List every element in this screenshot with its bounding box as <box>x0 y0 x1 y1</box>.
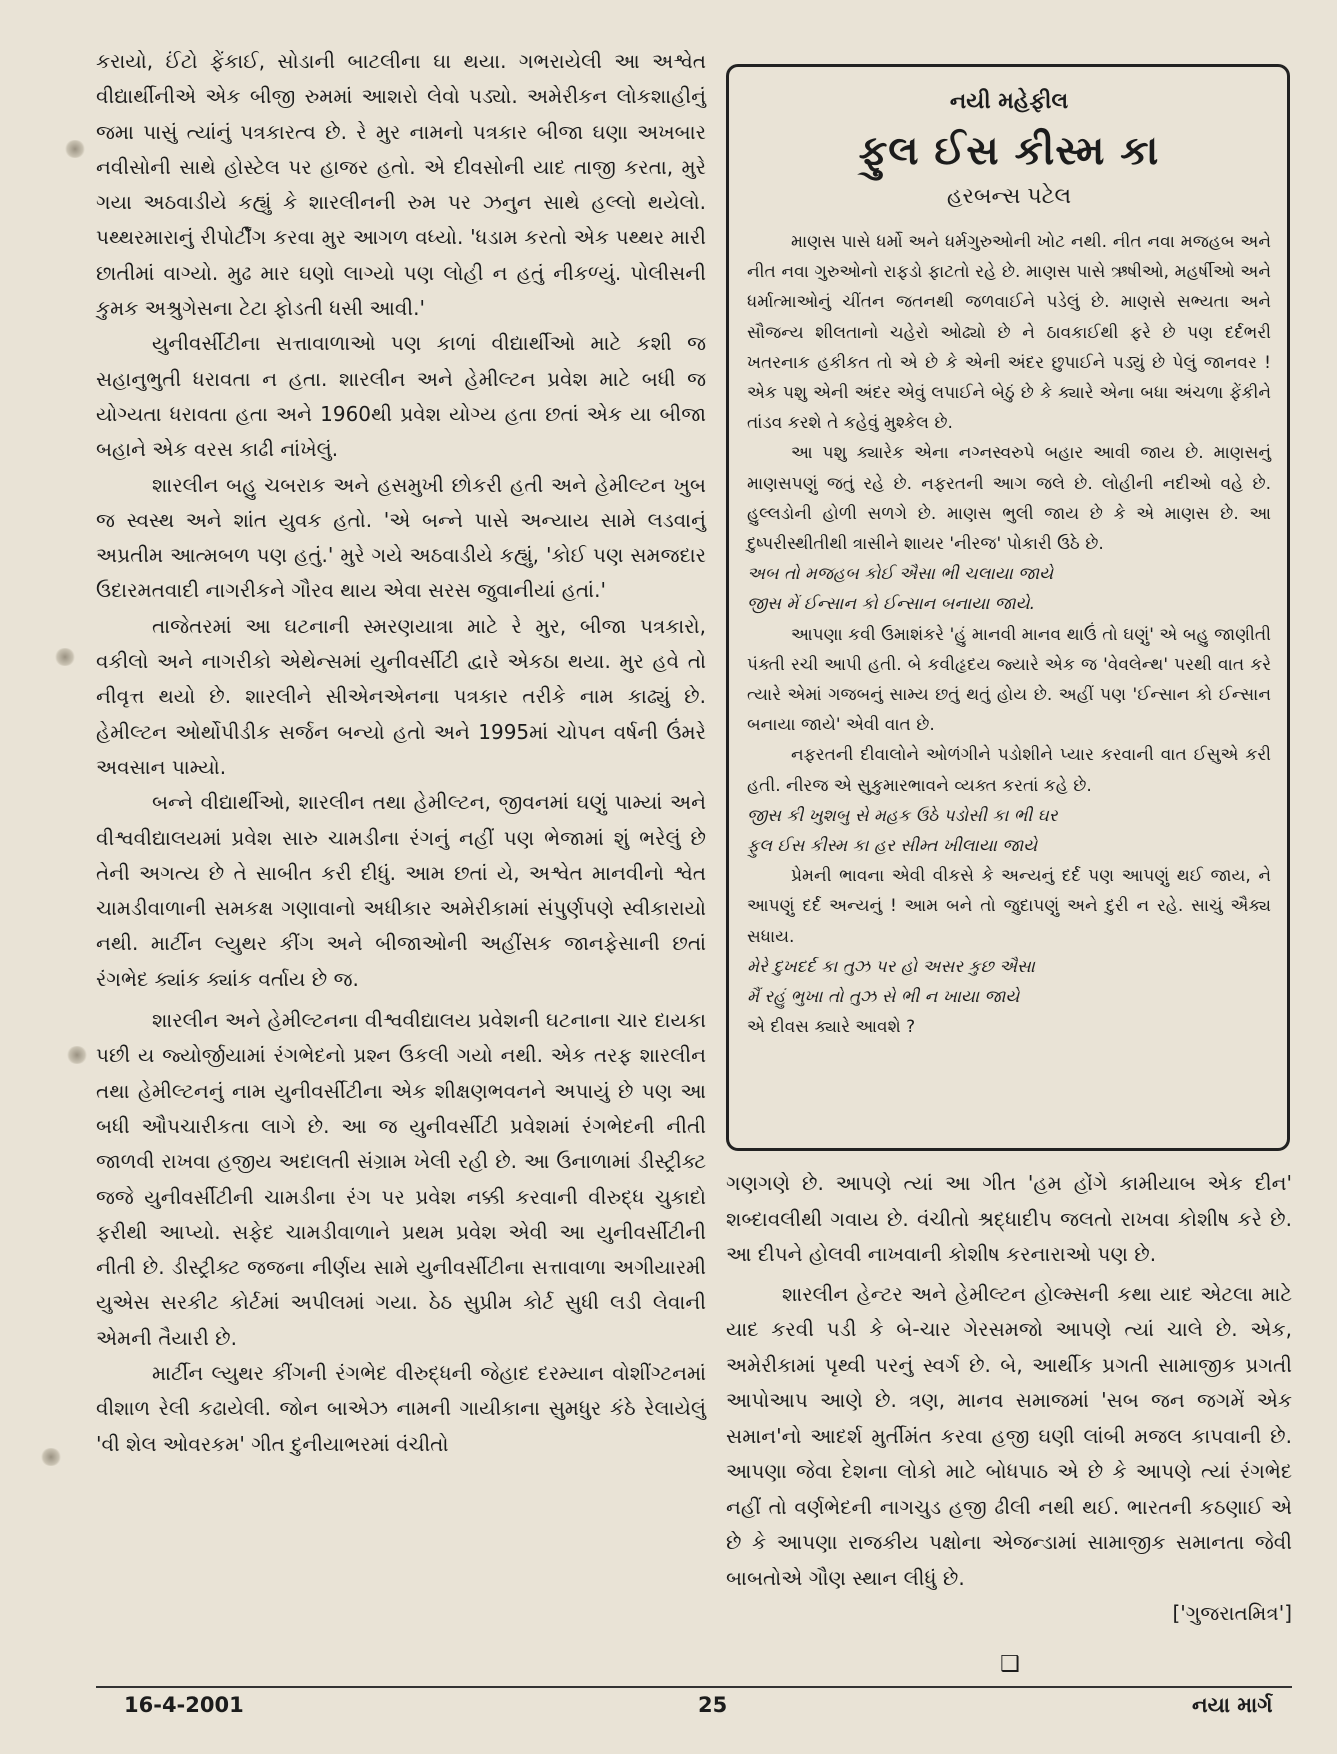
article-paragraph: ગણગણે છે. આપણે ત્યાં આ ગીત 'હમ હોંગે કામીયાબ એક દીન' શબ્દાવલીથી ગવાય છે. વંચીતો શ્રદ્ધાદીપ જલતો રાખવા કોશીષ કરે છે. આ દીપને હોલવી નાખવાની કોશીષ કરનારાઓ પણ છે. <box>726 1171 1292 1266</box>
footer-date: 16-4-2001 <box>124 1693 244 1717</box>
article-paragraph: બન્ને વીદ્યાર્થીઓ, શારલીન તથા હેમીલ્ટન, જીવનમાં ઘણું પામ્યાં અને વીશ્વવીદ્યાલયમાં પ્રવેશ સારુ ચામડીના રંગનું નહીં પણ ભેજામાં શું ભરેલું છે તેની અગત્ય છે તે સાબીત કરી દીધું. આમ છતાં યે, અશ્વેત માનવીનો શ્વેત ચામડીવાળાની સમકક્ષ ગણાવાનો અધીકાર અમેરીકામાં સંપુર્ણપણે સ્વીકારાયો નથી. માર્ટીન લ્યુથર કીંગ અને બીજાઓની અહીંસક જાનફેસાની છતાં રંગભેદ ક્યાંક ક્યાંક વર્તાય છે જ. <box>96 790 706 991</box>
footer-rule <box>96 1686 1292 1688</box>
paper-blemish <box>64 140 86 158</box>
verse-line: ફુલ ઈસ કીસ્મ કા હર સીમ્ત ખીલાયા જાયે <box>747 836 1038 857</box>
verse-line: અબ તો મજહબ કોઈ ઐસા ભી ચલાયા જાયે <box>747 564 1054 585</box>
source-credit: ['ગુજરાતમિત્ર'] <box>1172 1601 1292 1625</box>
column-kicker: નયી મહેફીલ <box>949 89 1069 114</box>
column-closing: એ દીવસ ક્યારે આવશે ? <box>747 1017 916 1038</box>
verse-line: જીસ મેં ઈન્સાન કો ઈન્સાન બનાયા જાયે. <box>747 594 1035 615</box>
column-title: ફુલ ઈસ કીસ્મ કા <box>858 128 1160 174</box>
article-paragraph: માર્ટીન લ્યુથર કીંગની રંગભેદ વીરુદ્ધની જેહાદ દરમ્યાન વોશીંગ્ટનમાં વીશાળ રેલી કઢાયેલી. જોન બાએઝ નામની ગાયીકાના સુમધુર કંઠે રેલાયેલું 'વી શેલ ઓવરકમ' ગીત દુનીયાભરમાં વંચીતો <box>96 1360 706 1456</box>
verse-line: મૈં રહું ભુખા તો તુઝ સે ભી ન ખાયા જાયે <box>747 987 1020 1008</box>
article-paragraph: શારલીન અને હેમીલ્ટનના વીશ્વવીદ્યાલય પ્રવેશની ઘટનાના ચાર દાયકા પછી ય જ્યોર્જીયામાં રંગભેદનો પ્રશ્ન ઉકલી ગયો નથી. એક તરફ શારલીન તથા હેમીલ્ટનનું નામ યુનીવર્સીટીના એક શીક્ષણભવનને અપાયું છે પણ આ બધી ઔપચારીકતા લાગે છે. આ જ યુનીવર્સીટી પ્રવેશમાં રંગભેદની નીતી જાળવી રાખવા હજીય અદાલતી સંગ્રામ ખેલી રહી છે. આ ઉનાળામાં ડીસ્ટ્રીક્ટ જજે યુનીવર્સીટીની ચામડીના રંગ પર પ્રવેશ નક્કી કરવાની વીરુદ્ધ ચુકાદો ફરીથી આપ્યો. સફેદ ચામડીવાળાને પ્રથમ પ્રવેશ એવી આ યુનીવર્સીટીની નીતી છે. ડીસ્ટ્રીક્ટ જજના નીર્ણય સામે યુનીવર્સીટીના સત્તાવાળા અગીયારમી યુએસ સરકીટ કોર્ટમાં અપીલમાં ગયા. ઠેઠ સુપ્રીમ કોર્ટ સુધી લડી લેવાની એમની તૈયારી છે. <box>96 1008 706 1350</box>
article-paragraph: યુનીવર્સીટીના સત્તાવાળાઓ પણ કાળાં વીદ્યાર્થીઓ માટે કશી જ સહાનુભુતી ધરાવતા ન હતા. શારલીન અને હેમીલ્ટન પ્રવેશ માટે બધી જ યોગ્યતા ધરાવતા હતા અને 1960થી પ્રવેશ યોગ્ય હતા છતાં એક યા બીજા બહાને એક વરસ કાઢી નાંખેલું. <box>96 331 706 462</box>
column-byline: હરબન્સ પટેલ <box>946 184 1072 209</box>
magazine-name: નયા માર્ગ <box>1192 1693 1273 1717</box>
paper-blemish <box>66 1046 88 1064</box>
page-number: 25 <box>698 1693 728 1717</box>
column-paragraph: માણસ પાસે ધર્મો અને ધર્મગુરુઓની ખોટ નથી. નીત નવા મજહબ અને નીત નવા ગુરુઓનો રાફડો ફાટતો રહે છે. માણસ પાસે ઋષીઓ, મહર્ષીઓ અને ધર્માત્માઓનું ચીંતન જતનથી જળવાઈને પડેલું છે. માણસે સભ્યતા અને સૌજન્ય શીલતાનો ચહેરો ઓઢ્યો છે ને ઠાવકાઈથી ફરે છે પણ દર્દભરી ખતરનાક હકીકત તો એ છે કે એની અંદર છુપાઈને પડ્યું છે પેલું જાનવર ! એક પશુ એની અંદર એવું લપાઈને બેઠું છે કે ક્યારે એના બધા અંચળા ફેંકીને તાંડવ કરશે તે કહેવું મુશ્કેલ છે. <box>747 232 1271 434</box>
boxed-column <box>726 64 1290 1151</box>
article-paragraph: કરાયો, ઈંટો ફેંકાઈ, સોડાની બાટલીના ઘા થયા. ગભરાયેલી આ અશ્વેત વીદ્યાર્થીનીએ એક બીજી રુમમાં આશરો લેવો પડ્યો. અમેરીકન લોકશાહીનું જમા પાસું ત્યાંનું પત્રકારત્વ છે. રે મુર નામનો પત્રકાર બીજા ઘણા અખબાર નવીસોની સાથે હોસ્ટેલ પર હાજર હતો. એ દીવસોની યાદ તાજી કરતા, મુરે ગયા અઠવાડીયે કહ્યું કે શારલીનની રુમ પર ઝનુન સાથે હલ્લો થયેલો. પથ્થરમારાનું રીપોર્ટીંગ કરવા મુર આગળ વધ્યો. 'ધડામ કરતો એક પથ્થર મારી છાતીમાં વાગ્યો. મુઢ માર ઘણો લાગ્યો પણ લોહી ન હતું નીકળ્યું. પોલીસની કુમક અશ્રુગેસના ટેટા ફોડતી ધસી આવી.' <box>96 49 706 321</box>
verse-line: મેરે દુખદર્દ કા તુઝ પર હો અસર કુછ ઐસા <box>747 956 1035 977</box>
column-paragraph: આ પશુ ક્યારેક એના નગ્નસ્વરુપે બહાર આવી જાય છે. માણસનું માણસપણું જતું રહે છે. નફરતની આગ જલે છે. લોહીની નદીઓ વહે છે. હુલ્લડોની હોળી સળગે છે. માણસ ભુલી જાય છે કે એ માણસ છે. આ દુષ્પરીસ્થીતીથી ત્રાસીને શાયર 'નીરજ' પોકારી ઉઠે છે. <box>747 443 1271 555</box>
article-paragraph: શારલીન હેન્ટર અને હેમીલ્ટન હોલ્મ્સની કથા યાદ એટલા માટે યાદ કરવી પડી કે બે-ચાર ગેરસમજો આપણે ત્યાં ચાલે છે. એક, અમેરીકામાં પૃથ્વી પરનું સ્વર્ગ છે. બે, આર્થીક પ્રગતી સામાજીક પ્રગતી આપોઆપ આણે છે. ત્રણ, માનવ સમાજમાં 'સબ જન જગમેં એક સમાન'નો આદર્શ મુર્તીમંત કરવા હજી ઘણી લાંબી મજલ કાપવાની છે. આપણા જેવા દેશના લોકો માટે બોધપાઠ એ છે કે આપણે ત્યાં રંગભેદ નહીં તો વર્ણભેદની નાગચુડ હજી ઢીલી નથી થઈ. ભારતની કઠણાઈ એ છે કે આપણા રાજકીય પક્ષોના એજન્ડામાં સામાજીક સમાનતા જેવી બાબતોએ ગૌણ સ્થાન લીધું છે. <box>726 1281 1292 1590</box>
paper-blemish <box>40 1448 62 1466</box>
column-body <box>747 227 1271 1042</box>
article-paragraph: શારલીન બહુ ચબરાક અને હસમુખી છોકરી હતી અને હેમીલ્ટન ખુબ જ સ્વસ્થ અને શાંત યુવક હતો. 'એ બન્ને પાસે અન્યાય સામે લડવાનું અપ્રતીમ આત્મબળ પણ હતું.' મુરે ગયે અઠવાડીયે કહ્યું, 'કોઈ પણ સમજદાર ઉદારમતવાદી નાગરીકને ગૌરવ થાય એવા સરસ જુવાનીયાં હતાં.' <box>96 472 706 603</box>
column-paragraph: પ્રેમની ભાવના એવી વીકસે કે અન્યનું દર્દ પણ આપણું થઈ જાય, ને આપણું દર્દ અન્યનું ! આમ બને તો જુદાપણું અને દુરી ન રહે. સાચું ઐક્ય સધાય. <box>747 866 1271 947</box>
article-paragraph: તાજેતરમાં આ ઘટનાની સ્મરણયાત્રા માટે રે મુર, બીજા પત્રકારો, વકીલો અને નાગરીકો એથેન્સમાં યુનીવર્સીટી દ્વારે એકઠા થયા. મુર હવે તો નીવૃત્ત થયો છે. શારલીને સીએનએનના પત્રકાર તરીકે નામ કાઢ્યું છે. હેમીલ્ટન ઓર્થોપીડીક સર્જન બન્યો હતો અને 1995માં ચોપન વર્ષની ઉંમરે અવસાન પામ્યો. <box>96 613 706 779</box>
column-paragraph: આપણા કવી ઉમાશંકરે 'હું માનવી માનવ થાઉં તો ઘણું' એ બહુ જાણીતી પંક્તી રચી આપી હતી. બે કવીહૃદય જ્યારે એક જ 'વેવલેન્થ' પરથી વાત કરે ત્યારે એમાં ગજબનું સામ્ય છતું થતું હોય છે. અહીં પણ 'ઈન્સાન કો ઈન્સાન બનાયા જાયે' એવી વાત છે. <box>747 624 1271 736</box>
end-of-article-mark: ❑ <box>1000 1652 1020 1677</box>
paper-blemish <box>54 648 76 666</box>
verse-line: જીસ કી ખુશબુ સે મહક ઉઠે પડોસી કા ભી ઘર <box>747 805 1058 826</box>
right-article-column <box>726 1166 1292 1632</box>
column-paragraph: નફરતની દીવાલોને ઓળંગીને પડોશીને પ્યાર કરવાની વાત ઈસુએ કરી હતી. નીરજ એ સુકુમારભાવને વ્યક્ત કરતાં કહે છે. <box>747 745 1271 796</box>
left-article-column <box>96 44 706 1462</box>
